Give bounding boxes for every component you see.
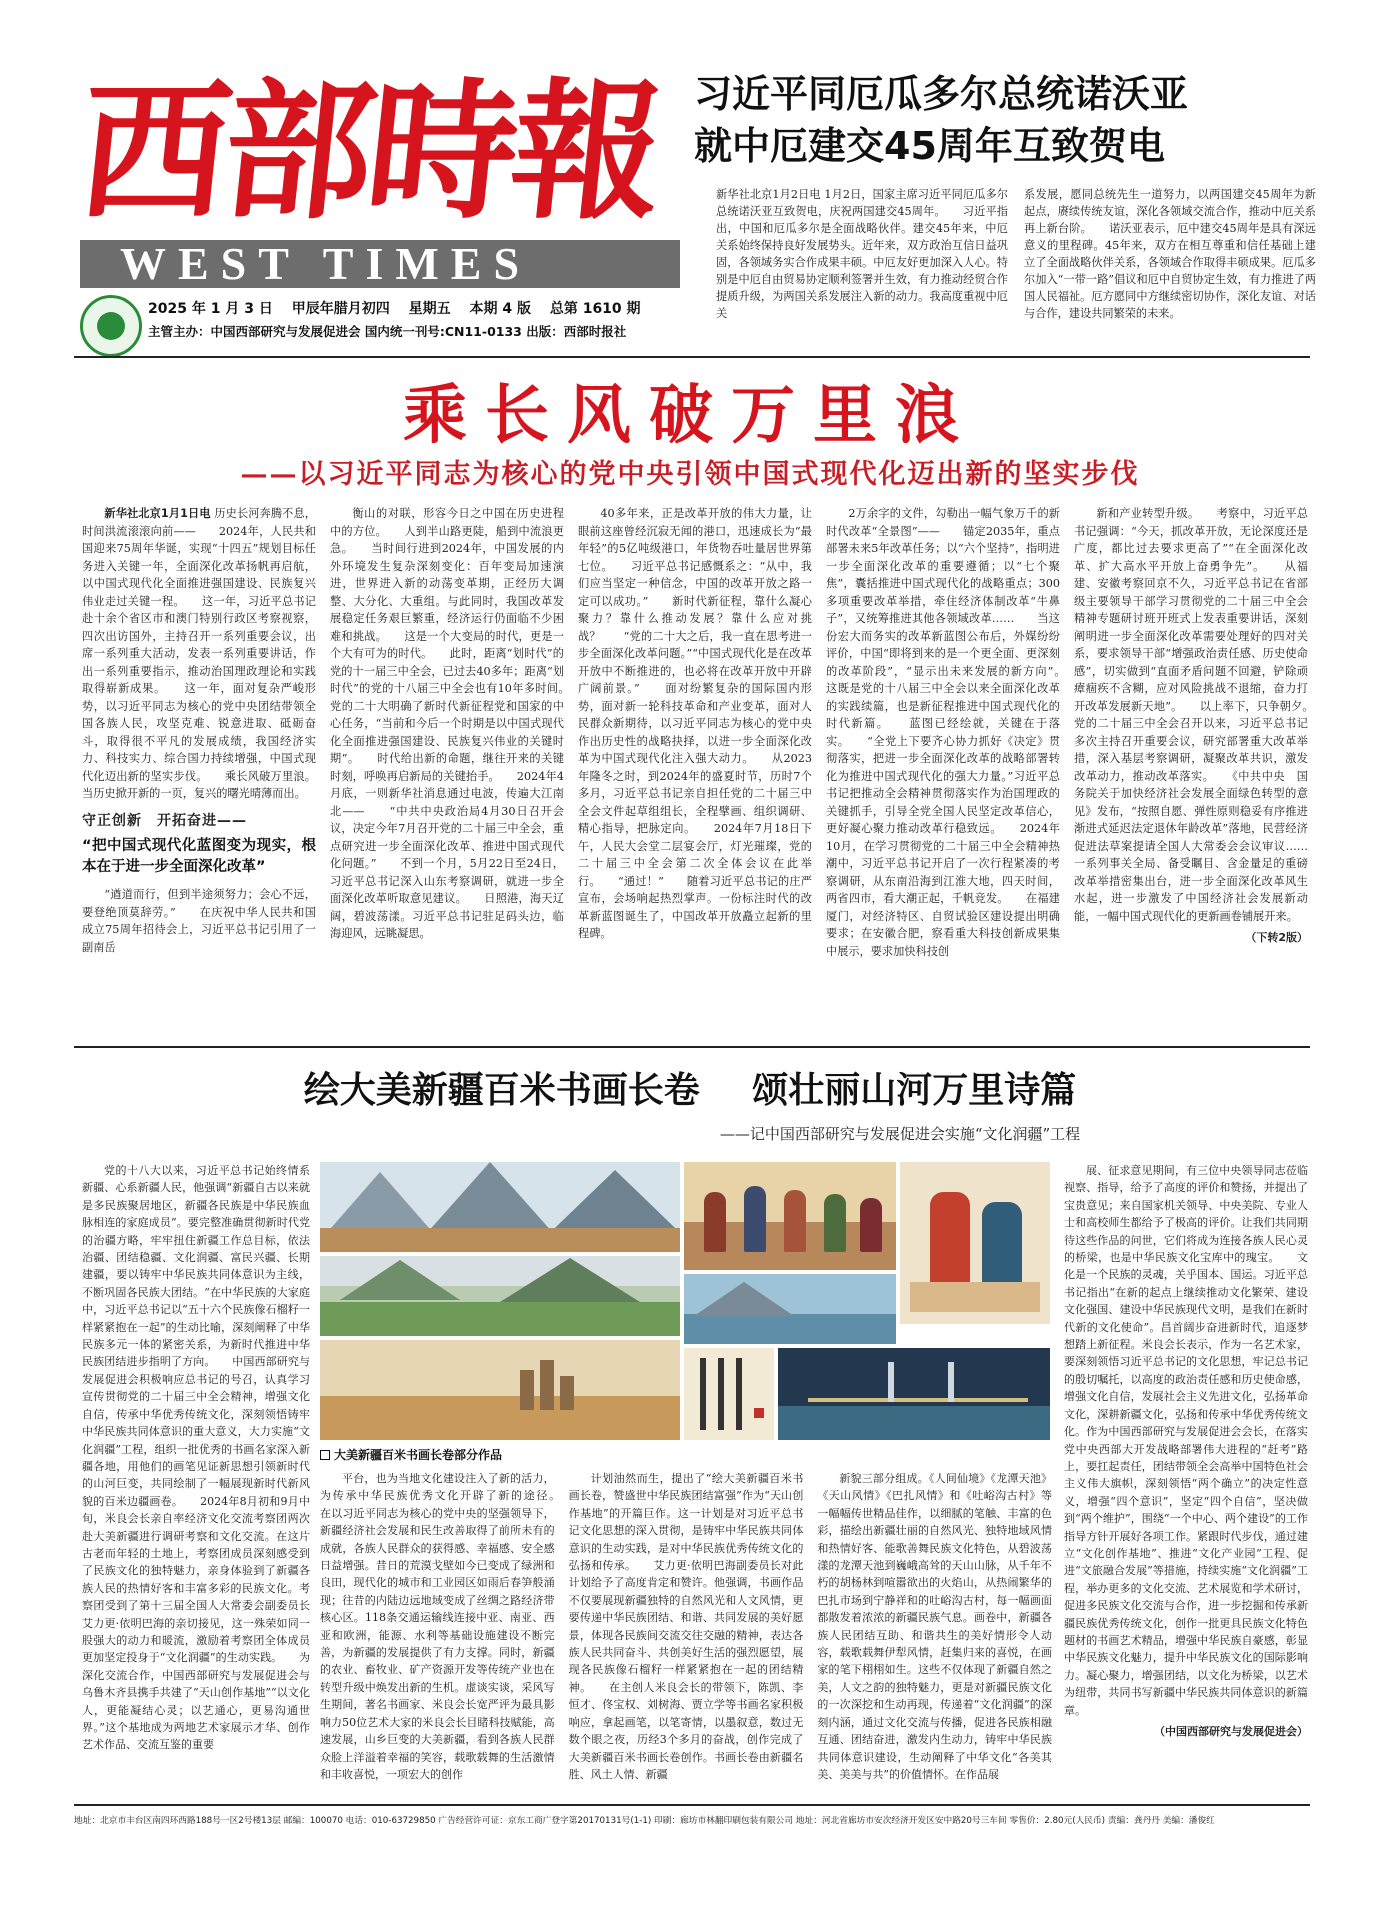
divider bbox=[74, 356, 1310, 358]
second-right-col bbox=[1064, 1162, 1308, 1792]
lead-col-5 bbox=[1074, 505, 1308, 1035]
second-story-title-part1: 绘大美新疆百米书画长卷 bbox=[303, 1069, 700, 1111]
second-right-text: 展、征求意见期间，有三位中央领导同志莅临视察、指导，给予了高度的评价和赞扬，并提出了宝贵意见；来自国家机关领导、中央美院、专业人士和高校师生都给予了极高的评价。让我们共同期待这些作品的问世，它们将成为连接各族人民心灵的桥梁，也是中华民族文化宝库中的瑰宝。 文化是一个民族的灵魂，关乎国本、国运。习近平总书记指出“在新的起点上继续推动文化繁荣、建设文化强国、建设中华民族现代文明，是我们在新时代新的文化使命”。昌首阔步奋进新时代，追逐梦想踏上新征程。米良会长表示，作为一名艺术家，要深刻领悟习近平总书记的文化思想，牢记总书记的殷切嘱托，以高度的政治责任感和历史使命感，增强文化自信，发展社会主义先进文化，弘扬革命文化，深耕新疆文化，弘扬和传承中华优秀传统文化。作为中国西部研究与发展促进会会长，在落实党中央西部大开发战略部署伟大进程的“赶考”路上，要扛起责任，团结带领全会高举中国特色社会主义伟大旗帜，深刻领悟“两个确立”的决定性意义，增强“四个意识”，坚定“四个自信”，坚决做到“两个维护”，围绕“一个中心、两个建设”的工作指导方针开展好各项工作。紧跟时代步伐，通过建立“文化创作基地”、推进“文化产业园”工程、促进“文旅融合发展”等措施，持续实施“文化润疆”工程，举办更多的文化交流、艺术展览和学术研讨，促进多民族文化交流与合作，进一步挖掘和传承新疆民族优秀传统文化，创作一批更具民族文化特色题材的书画艺术精品，增强中华民族自豪感，彰显中华民族文化魅力，提升中华民族文化的国际影响力。凝心聚力，增强团结，以文化为桥梁，以艺术为纽带，共同书写新疆中华民族共同体意识的新篇章。 bbox=[1064, 1164, 1308, 1717]
painting-calligraphy[interactable] bbox=[684, 1348, 774, 1440]
painting-gallery[interactable] bbox=[320, 1162, 1050, 1444]
second-bottom-col-2 bbox=[569, 1470, 804, 1792]
lead-col-3-text: 40多年来，正是改革开放的伟大力量，让眼前这座曾经沉寂无闻的港口，迅速成长为“最年轻”的5亿吨级港口，年货物吞吐量居世界第七位。 习近平总书记感慨系之：“从中，我们应当坚定一种信念，中国的改革开放之路一定可以成功。” 新时代新征程，靠什么凝心聚力？靠什么推动发展？靠什么应对挑战？ “党的二十大之后，我一直在思考进一步全面深化改革问题。”“中国式现代化是在改革开放中不断推进的，也必将在改革开放中开辟广阔前景。” 面对纷繁复杂的国际国内形势，面对新一轮科技革命和产业变革，面对人民群众新期待，以习近平同志为核心的党中央作出历史性的战略抉择，以进一步全面深化改革为中国式现代化注入强大动力。 从2023年隆冬之时，到2024年的盛夏时节，历时7个多月，习近平总书记亲自担任党的二十届三中全会文件起草组组长，全程擘画、组织调研、精心指导，把脉定向。 2024年7月18日下午，人民大会堂二层宴会厅，灯光璀璨，党的二十届三中全会第二次全体会议在此举行。 “通过！” 随着习近平总书记的庄严宣布，会场响起热烈掌声。一份标注时代的改革新蓝图诞生了，中国改革开放矗立起新的里程碑。 bbox=[578, 507, 812, 940]
painting-market-scene[interactable] bbox=[684, 1162, 896, 1270]
top-story-col-2: 系发展，愿同总统先生一道努力，以两国建交45周年为新起点，赓续传统友谊，深化各领域交流合作，推动中厄关系再上新台阶。 诺沃亚表示，厄中建交45周年是具有深远意义的里程碑。45年来，双方在相互尊重和信任基础上建立了全面战略伙伴关系，各领域合作取得丰硕成果。厄瓜多尔加入“一带一路”倡议和厄中自贸协定生效，有力推进了两国人民福祉。厄方愿同中方继续密切协作，深化友谊、对话与合作，建设共同繁荣的未来。 bbox=[1024, 188, 1316, 320]
lead-subhead-kicker: 守正创新 开拓奋进—— bbox=[82, 812, 247, 829]
issue-lunar-date: 甲辰年腊月初四 bbox=[291, 301, 390, 317]
gallery-caption-text: 大美新疆百米书画长卷部分作品 bbox=[334, 1448, 503, 1462]
top-story-headline-line2: 就中厄建交45周年互致贺电 bbox=[694, 124, 1165, 168]
lead-col-2 bbox=[330, 505, 564, 1035]
second-bottom-text-2: 计划油然而生，提出了“绘大美新疆百米书画长卷，赞盛世中华民族团结富强”作为“天山创作基地”的开篇巨作。这一计划是对习近平总书记文化思想的深入贯彻，是铸牢中华民族共同体意识的生动实践，是对中华民族优秀传统文化的弘扬和传承。 艾力更·依明巴海副委员长对此计划给予了高度肯定和赞许。他强调，书画作品不仅要展现新疆独特的自然风光和人文风情，更要传递中华民族团结、和谐、共同发展的美好愿景，体现各民族间交流交往交融的精神，表达各族人民共同奋斗、共创美好生活的强烈愿望，展现各民族像石榴籽一样紧紧抱在一起的团结精神。 在主创人米良会长的带领下，陈凯、李恒才、佟宝权、刘树海、贾立学等书画名家积极响应，拿起画笔，以笔寄情，以墨叙意，数过无数个眼之夜，历经3个多月的奋战，创作完成了大美新疆百米书画长卷创作。书画长卷由新疆名胜、风土人情、新疆 bbox=[568, 1472, 804, 1781]
lead-subhead bbox=[82, 813, 316, 879]
second-bottom-text-3: 新貌三部分组成。《人间仙境》《龙潭天池》《天山风情》《巴扎风情》和《吐峪沟古村》等一幅幅传世精品佳作，以细腻的笔触、丰富的色彩，描绘出新疆壮丽的自然风光、独特地域风情和热情好客、能歌善舞民族文化特色，从碧波荡漾的龙潭天池到巍峨高耸的天山山脉，从千年不朽的胡杨林到喧嚣欲出的火焰山，从热闹繁华的巴扎市场到宁静祥和的吐峪沟古村，每一幅画面都散发着浓浓的新疆民族气息。画卷中，新疆各族人民团结互助、和谐共生的美好情形令人动容，载歌载舞伊犁风情，赶集归来的喜悦，在画家的笔下栩栩如生。这些不仅体现了新疆自然之美，人文之韵的独特魅力，更是对新疆民族文化的一次深挖和生动再现，传递着“文化润疆”的深刻内涵，通过文化交流与传播，促进各民族相融互通、团结奋进，激发内生动力，铸牢中华民族共同体意识建设，生动阐释了中华文化“各美其美、美美与共”的价值情怀。在作品展 bbox=[817, 1472, 1053, 1781]
second-story-left bbox=[82, 1162, 310, 1792]
lead-col-1-text-a: 历史长河奔腾不息，时间洪流滚滚向前—— 2024年，人民共和国迎来75周年华诞，实现“十四五”规划目标任务进入关键一年，全面深化改革扬帆再启航，以中国式现代化全面推进强国建设、民族复兴伟业走过关键一程。 这一年，习近平总书记赴十余个省区市和澳门特别行政区考察视察，四次出访国外，主持召开一系列重要会议，出席一系列重大活动，发表一系列重要讲话，作出一系列重要指示，推动治国理政理论和实践取得崭新成果。 这一年，面对复杂严峻形势，以习近平同志为核心的党中央团结带领全国各族人民，攻坚克难、锐意进取、砥砺奋斗，取得很不平凡的发展成绩，我国经济实力、科技实力、综合国力持续增强，中国式现代化迈出新的坚实步伐。 乘长风破万里浪。当历史掀开新的一页，复兴的曙光晴薄而出。 bbox=[82, 507, 316, 800]
issue-date: 2025 年 1 月 3 日 bbox=[148, 301, 273, 317]
top-story-headline-line1: 习近平同厄瓜多尔总统诺沃亚 bbox=[694, 72, 1189, 116]
publisher-info: 主管主办：中国西部研究与发展促进会 国内统一刊号:CN11-0133 出版：西部时报社 bbox=[148, 324, 627, 339]
society-seal-icon bbox=[80, 295, 142, 357]
lead-col-2-text: 衡山的对联，形容今日之中国在历史进程中的方位。 人到半山路更陡，船到中流浪更急。 当时间行进到2024年，中国发展的内外环境发生复杂深刻变化：百年变局加速演进，世界进入新的动荡变革期，正经历大调整、大分化、大重组。与此同时，我国改革发展稳定任务艰巨繁重，经济运行仍面临不少困难和挑战。 这是一个大变局的时代，更是一个大有可为的时代。 此时，距离“划时代”的党的十一届三中全会，已过去40多年；距离“划时代”的党的十八届三中全会也有10年多时间。 党的二十大明确了新时代新征程党和国家的中心任务，“当前和今后一个时期是以中国式现代化全面推进强国建设、民族复兴伟业的关键时期”。 时代给出新的命题，继往开来的关键时刻，呼唤再启新局的关键抬手。 2024年4月底，一则新华社消息通过电波，传遍大江南北—— “中共中央政治局4月30日召开会议，决定今年7月召开党的二十届三中全会，重点研究进一步全面深化改革、推进中国式现代化问题。” 不到一个月，5月22日至24日，习近平总书记深入山东考察调研，就进一步全面深化改革听取意见建议。 日照港，海天辽阔，碧波荡漾。习近平总书记驻足码头边，临海迎风，远眺凝思。 bbox=[330, 507, 564, 940]
painting-dancers[interactable] bbox=[900, 1162, 1050, 1324]
footer-divider bbox=[74, 1804, 1310, 1806]
masthead-english-title: WEST TIMES bbox=[120, 238, 532, 289]
lead-col-1-text-b: “遒道而行，但到半途须努力；会心不远，要登绝顶莫辞劳。” 在庆祝中华人民共和国成立75周年招待会上，习近平总书记引用了一副南岳 bbox=[82, 888, 316, 954]
issue-pages: 本期 4 版 bbox=[469, 301, 531, 317]
lead-story-subtitle: ——以习近平同志为核心的党中央引领中国式现代化迈出新的坚实步伐 bbox=[240, 459, 1140, 490]
issue-info bbox=[148, 298, 688, 320]
second-story-title[interactable] bbox=[0, 1064, 1380, 1116]
lead-col-4-text: 2万余字的文件，勾勒出一幅气象万千的新时代改革“全景图”—— 锚定2035年，重点部署未来5年改革任务；以“六个坚持”，指明进一步全面深化改革的重要遵循；以“七个聚焦”，囊括推进中国式现代化的战略重点；300多项重要改革举措，牵住经济体制改革“牛鼻子”，又统筹推进其他各领域改革…… 当这份宏大而务实的改革新蓝图公布后，外媒纷纷评价，中国“即将到来的是一个更全面、更深刻的改革阶段”，“显示出未来发展的新方向”。 这既是党的十八届三中全会以来全面深化改革的实践续篇，也是新征程推进中国式现代化的时代新篇。 蓝图已经绘就，关键在于落实。 “全党上下要齐心协力抓好《决定》贯彻落实，把进一步全面深化改革的战略部署转化为推进中国式现代化的强大力量。”习近平总书记把推动全会精神贯彻落实作为治国理政的关键抓手，引导全党全国人民坚定改革信心，更好凝心聚力推动改革行稳致远。 2024年10月，在学习贯彻党的二十届三中全会精神热潮中，习近平总书记开启了一次行程紧凑的考察调研，从东南沿海到江淮大地，四天时间，两省四市，看大潮正起，千帆竞发。 在福建厦门，对经济特区、自贸试验区建设提出明确要求；在安徽合肥，察看重大科技创新成果集中展示，要求加快科技创 bbox=[826, 507, 1060, 958]
second-story-bottom bbox=[320, 1470, 1052, 1792]
gallery-caption bbox=[320, 1446, 720, 1466]
lead-story-body bbox=[82, 505, 1308, 1035]
second-left-text: 党的十八大以来，习近平总书记始终情系新疆、心系新疆人民，他强调“新疆自古以来就是多民族聚居地区，新疆各民族是中华民族血脉相连的家庭成员”。要完整准确贯彻新时代党的治疆方略，牢牢扭住新疆工作总目标，依法治疆、团结稳疆、文化润疆、富民兴疆、长期建疆，要以铸牢中华民族共同体意识为主线，不断巩固各民族大团结。“在中华民族的大家庭中，习近平总书记以“五十六个民族像石榴籽一样紧紧抱在一起”的生动比喻，深刻阐释了中华民族多元一体的紧密关系，为新时代推进中华民族团结进步指明了方向。 中国西部研究与发展促进会积极响应总书记的号召，认真学习宣传贯彻党的二十届三中全会精神，增强文化自信，传承中华优秀传统文化，深刻领悟铸牢中华民族共同体意识的重大意义，大力实施“文化润疆”工程，组织一批优秀的书画名家深入新疆各地，用他们的画笔见证新思想引领新时代的山河巨变，共同绘制了一幅展现新时代新风貌的百米边疆画卷。 2024年8月初和9月中旬，米良会长亲自率经济文化交流考察团两次赴大美新疆进行调研考察和文化交流。在这片古老而年轻的土地上，考察团成员深刻感受到了民族文化的独特魅力，亲身体验到了新疆各族人民的热情好客和丰富多彩的民族文化。考察团受到了第十三届全国人大常委会副委员长艾力更·依明巴海的亲切接见，这一殊荣如同一股强大的动力和暖流，激励着考察团全体成员更加坚定投身于“文化润疆”的生动实践。 为深化交流合作，中国西部研究与发展促进会与乌鲁木齐县携手共建了“天山创作基地”“以文化人，更能凝结心灵；以艺通心，更易沟通世界。”这个基地成为两地艺术家展示才华、创作艺术作品、交流互鉴的重要 bbox=[82, 1164, 310, 1752]
lead-subhead-quote: “把中国式现代化蓝图变为现实，根本在于进一步全面深化改革” bbox=[82, 838, 316, 875]
top-story-col-1: 新华社北京1月2日电 1月2日，国家主席习近平同厄瓜多尔总统诺沃亚互致贺电，庆祝两国建交45周年。 习近平指出，中国和厄瓜多尔是全面战略伙伴。建交45年来，中厄关系始终保持良好发展势头。近年来，双方政治互信日益巩固，各领域务实合作成果丰硕。中厄友好更加深入人心。特别是中厄自由贸易协定顺利签署并生效，有力推动经贸合作提质升级，为两国关系发展注入新的动力。我高度重视中厄关 bbox=[716, 188, 1008, 320]
divider bbox=[74, 1046, 1310, 1048]
second-story-byline: （中国西部研究与发展促进会） bbox=[1154, 1725, 1308, 1738]
masthead-logo: 西部時報 bbox=[70, 64, 666, 240]
continued-note[interactable]: （下转2版） bbox=[1245, 931, 1308, 944]
top-story-headline[interactable] bbox=[694, 68, 1314, 178]
second-story-title-part2: 颂壮丽山河万里诗篇 bbox=[752, 1069, 1077, 1111]
second-bottom-text-1: 平台，也为当地文化建设注入了新的活力，为传承中华民族优秀文化开辟了新的途径。 在以习近平同志为核心的党中央的坚强领导下，新疆经济社会发展和民生改善取得了前所未有的成就，各族人民群众的获得感、幸福感、安全感日益增强。昔日的荒漠戈壁如今已变成了绿洲和良田，现代化的城市和工业园区如雨后春笋般涌现；往昔的内陆边远地域变成了丝绸之路经济带核心区。118条交通运输线连接中亚、南亚、西亚和欧洲，能源、水利等基础设施建设不断完善，为新疆的发展提供了有力支撑。同时，新疆的农业、畜牧业、矿产资源开发等传统产业也在转型升级中焕发出新的生机。虚谈实谈，采风写生期间，著名书画家、米良会长宽严评为最具影响力50位艺术大家的米良会长目睹科技赋能，高速发展，山乡巨变的大美新疆，看到各族人民群众脸上洋溢着幸福的笑容，载歌载舞的生活激情和丰收喜悦，一项宏大的创作 bbox=[320, 1472, 555, 1781]
lead-dateline: 新华社北京1月1日电 bbox=[104, 507, 211, 520]
second-bottom-col-3 bbox=[817, 1470, 1052, 1792]
second-story-subtitle: ——记中国西部研究与发展促进会实施“文化润疆”工程 bbox=[719, 1125, 1081, 1143]
painting-desert-city[interactable] bbox=[320, 1340, 680, 1440]
lead-story-title[interactable]: 乘长风破万里浪 bbox=[403, 379, 977, 453]
lead-col-5-text: 新和产业转型升级。 考察中，习近平总书记强调：“今天，抓改革开放，无论深度还是广度，都比过去要求更高了”“在全面深化改革、扩大高水平开放上奋勇争先”。 从福建、安徽考察回京不久，习近平总书记在省部级主要领导干部学习贯彻党的二十届三中全会精神专题研讨班开班式上发表重要讲话，深刻阐明进一步全面深化改革需要处理好的四对关系，要求领导干部“增强政治责任感、历史使命感”，切实做到“直面矛盾问题不回避，铲除顽瘴痼疾不含糊，应对风险挑战不退缩，奋力打开改革发展新天地”。 以上率下，只争朝夕。 党的二十届三中全会召开以来，习近平总书记多次主持召开重要会议，研究部署重大改革举措，深入基层考察调研，凝聚改革共识，激发改革动力，推动改革落实。 《中共中央 国务院关于加快经济社会发展全面绿色转型的意见》发布，“按照自愿、弹性原则稳妥有序推进渐进式延迟法定退休年龄改革”落地，民营经济促进法草案提请全国人大常委会会议审议…… 一系列事关全局、备受瞩目、含金量足的重磅改革举措密集出台，进一步全面深化改革风生水起，进一步激发了中国经济社会发展新动能，一幅中国式现代化的更新画卷铺展开来。 bbox=[1074, 507, 1308, 923]
top-story-body bbox=[716, 186, 1316, 336]
second-story-right bbox=[1064, 1162, 1308, 1792]
painting-bridge[interactable] bbox=[778, 1348, 1050, 1440]
issue-weekday: 星期五 bbox=[408, 301, 451, 317]
lead-col-1 bbox=[82, 505, 316, 1035]
masthead bbox=[70, 60, 680, 339]
painting-lake[interactable] bbox=[684, 1274, 896, 1344]
lead-col-3 bbox=[578, 505, 812, 1035]
issue-number: 总第 1610 期 bbox=[549, 301, 641, 317]
footer-info: 地址：北京市丰台区南四环西路188号一区2号楼13层 邮编：100070 电话：010-63729850 广告经营许可证：京东工商广登字第20170131号(1-1) 印刷：廊坊市林翻印刷包装有限公司 地址：河北省廊坊市安次经济开发区安中路20号三车间 零售价：2.80元(人民币) 责编：龚丹丹 美编：潘俊红 bbox=[74, 1816, 1215, 1826]
second-bottom-col-1 bbox=[320, 1470, 555, 1792]
painting-green-valley[interactable] bbox=[320, 1256, 680, 1336]
painting-snow-mountains[interactable] bbox=[320, 1162, 680, 1252]
lead-col-4 bbox=[826, 505, 1060, 1035]
second-left-col bbox=[82, 1162, 310, 1792]
